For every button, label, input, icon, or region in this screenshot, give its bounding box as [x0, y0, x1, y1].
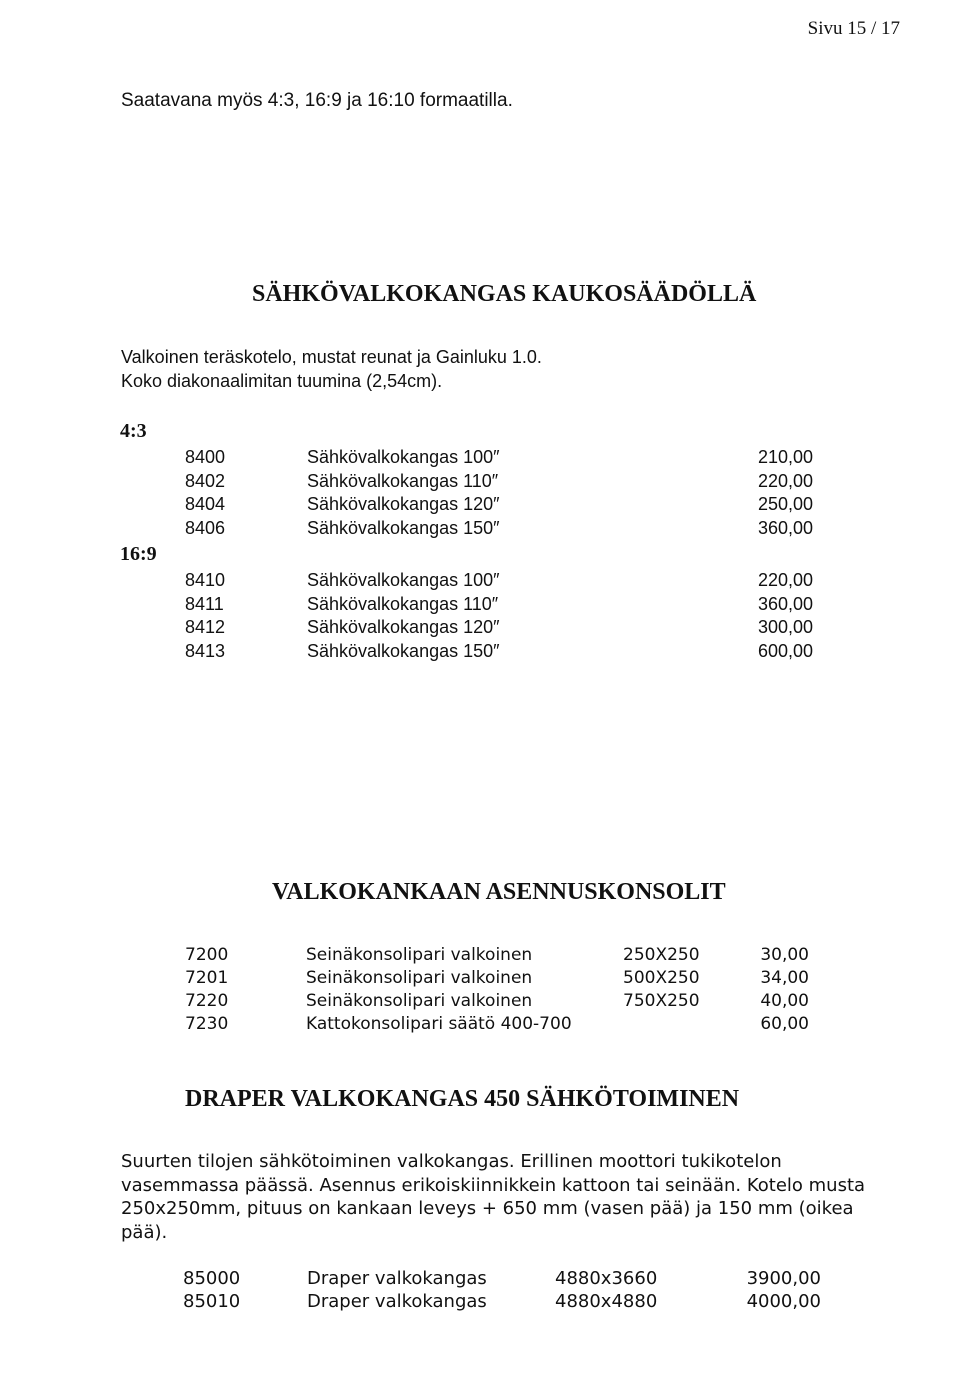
product-name: Sähkövalkokangas 110″ [307, 471, 499, 491]
section-title-mounting-brackets: VALKOKANKAAN ASENNUSKONSOLIT [272, 879, 726, 905]
table-row [0, 447, 960, 470]
product-code: 8400 [185, 447, 226, 467]
product-code: 7220 [185, 991, 229, 1011]
section1-description-line1: Valkoinen teräskotelo, mustat reunat ja Gainluku 1.0. [121, 347, 542, 367]
product-price: 40,00 [760, 991, 809, 1011]
product-price: 3900,00 [746, 1268, 821, 1289]
product-price: 220,00 [757, 471, 813, 491]
draper-description: Suurten tilojen sähkötoiminen valkokangas. Erillinen moottori tukikotelon vasemmassa päässä. Asennus erikoiskiinnikkein kattoon tai seinään. Kotelo musta 250x250mm, pituus on kankaan leveys + 650 mm (vasen pää) ja 150 mm (oikea pää). [121, 1151, 866, 1243]
table-row [0, 945, 960, 968]
product-price: 360,00 [757, 594, 813, 614]
product-code: 8404 [185, 494, 226, 514]
product-code: 7200 [185, 945, 229, 965]
product-price: 30,00 [760, 945, 809, 965]
product-code: 7230 [185, 1014, 229, 1034]
table-row [0, 471, 960, 494]
product-price: 60,00 [760, 1014, 809, 1034]
product-price: 210,00 [757, 447, 813, 467]
product-dimensions: 4880x4880 [555, 1291, 658, 1312]
product-price: 360,00 [757, 518, 813, 538]
product-dimensions: 4880x3660 [555, 1268, 658, 1289]
product-code: 8411 [185, 594, 224, 614]
table-row [0, 594, 960, 617]
table-row [0, 641, 960, 664]
product-price: 300,00 [757, 617, 813, 637]
product-code: 85000 [183, 1268, 241, 1289]
product-dimensions: 250X250 [623, 945, 700, 965]
intro-text: Saatavana myös 4:3, 16:9 ja 16:10 formaatilla. [121, 90, 513, 111]
table-row [0, 617, 960, 640]
product-price: 600,00 [757, 641, 813, 661]
product-name: Draper valkokangas [307, 1268, 487, 1289]
product-code: 8410 [185, 570, 226, 590]
product-price: 34,00 [760, 968, 809, 988]
product-code: 8412 [185, 617, 226, 637]
table-row [0, 494, 960, 517]
product-code: 8413 [185, 641, 226, 661]
table-row [0, 991, 960, 1014]
table-row [0, 518, 960, 541]
section-title-draper-screen: DRAPER VALKOKANGAS 450 SÄHKÖTOIMINEN [185, 1086, 740, 1112]
product-name: Sähkövalkokangas 120″ [307, 617, 500, 637]
product-code: 85010 [183, 1291, 241, 1312]
product-price: 4000,00 [746, 1291, 821, 1312]
product-code: 8406 [185, 518, 226, 538]
product-name: Kattokonsolipari säätö 400-700 [306, 1014, 572, 1034]
group-label-4-3: 4:3 [120, 420, 147, 442]
product-price: 250,00 [757, 494, 813, 514]
product-name: Sähkövalkokangas 100″ [307, 447, 500, 467]
product-dimensions: 500X250 [623, 968, 700, 988]
product-name: Sähkövalkokangas 150″ [307, 518, 500, 538]
table-row [0, 1291, 960, 1314]
product-name: Sähkövalkokangas 110″ [307, 594, 499, 614]
section1-description-line2: Koko diakonaalimitan tuumina (2,54cm). [121, 371, 443, 391]
group-label-16-9: 16:9 [120, 543, 157, 565]
table-row [0, 570, 960, 593]
product-name: Sähkövalkokangas 120″ [307, 494, 500, 514]
product-name: Seinäkonsolipari valkoinen [306, 968, 533, 988]
product-code: 7201 [185, 968, 229, 988]
product-name: Draper valkokangas [307, 1291, 487, 1312]
section-title-electric-screen: SÄHKÖVALKOKANGAS KAUKOSÄÄDÖLLÄ [252, 281, 757, 307]
page-number: Sivu 15 / 17 [807, 18, 900, 39]
product-price: 220,00 [757, 570, 813, 590]
product-name: Sähkövalkokangas 100″ [307, 570, 500, 590]
product-name: Sähkövalkokangas 150″ [307, 641, 500, 661]
product-name: Seinäkonsolipari valkoinen [306, 945, 533, 965]
table-row [0, 1014, 960, 1037]
product-code: 8402 [185, 471, 226, 491]
product-dimensions: 750X250 [623, 991, 700, 1011]
table-row [0, 968, 960, 991]
product-name: Seinäkonsolipari valkoinen [306, 991, 533, 1011]
table-row [0, 1268, 960, 1291]
